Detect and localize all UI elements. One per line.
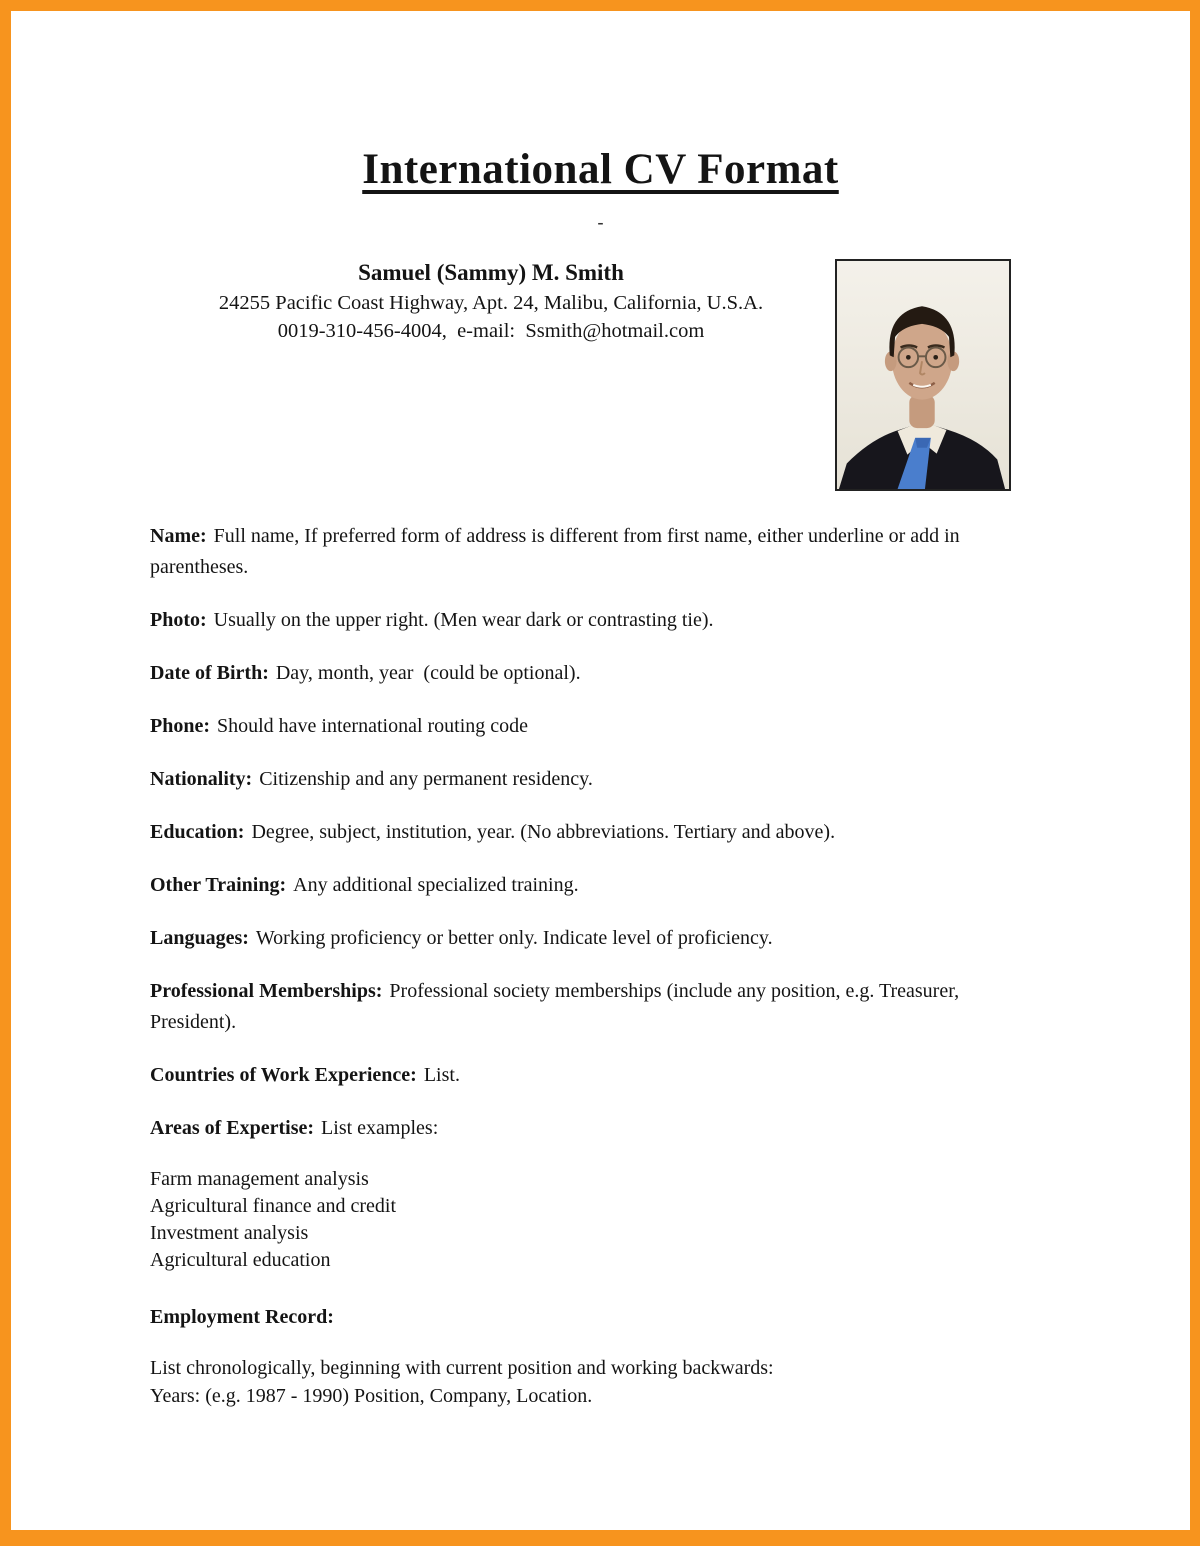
field-list xyxy=(150,521,1040,1144)
cv-field xyxy=(150,817,1040,848)
field-label: Other Training: xyxy=(150,874,287,896)
expertise-list xyxy=(150,1166,1040,1274)
field-label: Areas of Expertise: xyxy=(150,1117,315,1139)
cv-field xyxy=(150,923,1040,954)
field-label: Photo: xyxy=(150,609,207,631)
field-text: Full name, If preferred form of address is different from first name, either underline or add in parentheses. xyxy=(150,525,965,578)
cv-field xyxy=(150,658,1040,689)
cv-field xyxy=(150,605,1040,636)
employment-record-heading: Employment Record: xyxy=(150,1306,334,1328)
field-text: Professional society memberships (include any position, e.g. Treasurer, President). xyxy=(150,980,965,1033)
field-text: Should have international routing code xyxy=(217,715,529,737)
person-contact-email: 0019-310-456-4004, e-mail: Ssmith@hotmail.com xyxy=(277,320,705,343)
field-label: Professional Memberships: xyxy=(150,980,383,1002)
cv-field xyxy=(150,1060,1040,1091)
field-text: Citizenship and any permanent residency. xyxy=(259,768,593,790)
person-name: Samuel (Sammy) M. Smith xyxy=(358,260,624,285)
page-title: International CV Format xyxy=(362,146,839,193)
field-label: Name: xyxy=(150,525,207,547)
title-dash: - xyxy=(597,212,604,232)
expertise-item: Agricultural education xyxy=(150,1249,331,1271)
portrait-photo xyxy=(835,259,1011,491)
person-address: 24255 Pacific Coast Highway, Apt. 24, Malibu, California, U.S.A. xyxy=(218,291,764,314)
field-text: Degree, subject, institution, year. (No abbreviations. Tertiary and above). xyxy=(251,821,836,843)
field-label: Languages: xyxy=(150,927,249,949)
cv-field xyxy=(150,711,1040,742)
expertise-item: Farm management analysis xyxy=(150,1168,369,1190)
cv-field xyxy=(150,764,1040,795)
employment-lines xyxy=(150,1355,1040,1410)
field-text: Working proficiency or better only. Indicate level of proficiency. xyxy=(255,927,773,949)
contact-block xyxy=(141,257,841,345)
field-text: List examples: xyxy=(321,1117,439,1139)
cv-field xyxy=(150,1113,1040,1144)
cv-guidance-body xyxy=(150,521,1040,1410)
cv-field xyxy=(150,870,1040,901)
portrait-photo-illustration xyxy=(837,261,1009,489)
field-text: List. xyxy=(423,1064,460,1086)
field-label: Countries of Work Experience: xyxy=(150,1064,417,1086)
header-block xyxy=(11,257,1190,493)
expertise-item: Investment analysis xyxy=(150,1222,309,1244)
employment-line: Years: (e.g. 1987 - 1990) Position, Company, Location. xyxy=(150,1384,593,1407)
field-text: Day, month, year (could be optional). xyxy=(275,662,581,684)
cv-field xyxy=(150,976,1040,1038)
cv-field xyxy=(150,521,1040,583)
expertise-item: Agricultural finance and credit xyxy=(150,1195,396,1217)
field-label: Date of Birth: xyxy=(150,662,269,684)
field-text: Usually on the upper right. (Men wear dark or contrasting tie). xyxy=(213,609,714,631)
field-label: Phone: xyxy=(150,715,210,737)
field-label: Nationality: xyxy=(150,768,253,790)
employment-line: List chronologically, beginning with current position and working backwards: xyxy=(150,1357,774,1379)
field-label: Education: xyxy=(150,821,245,843)
field-text: Any additional specialized training. xyxy=(293,874,579,896)
